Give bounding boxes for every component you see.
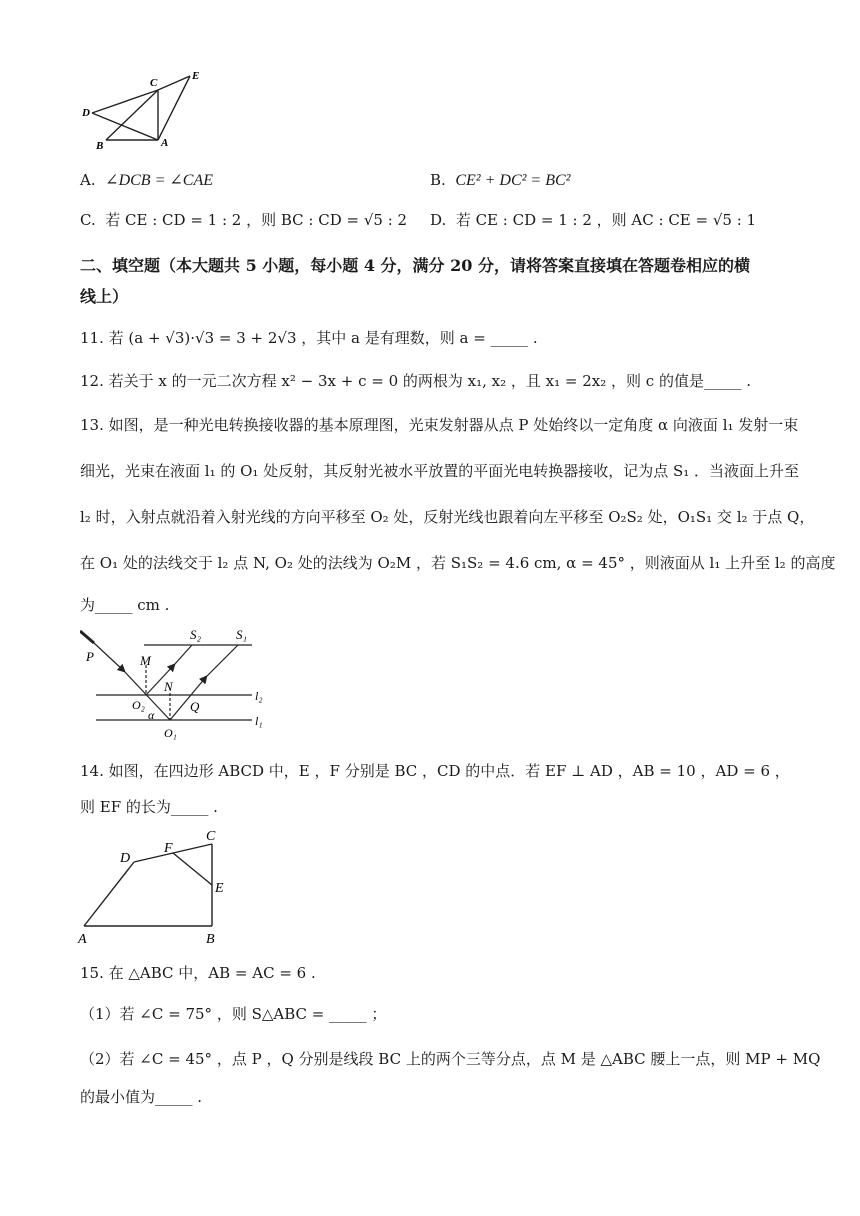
fig-q13-label-n: N bbox=[164, 679, 173, 694]
fig-q14-label-f: F bbox=[164, 841, 173, 856]
section2-heading-line2: 线上） bbox=[80, 287, 129, 306]
question-11: 11. 若 (a + √3)·√3 = 3 + 2√3 ，其中 a 是有理数，则 a = _____ . bbox=[80, 329, 538, 347]
question-14-line1: 14. 如图，在四边形 ABCD 中，E ，F 分别是 BC ，CD 的中点．若 EF ⊥ AD ，AB = 10 ，AD = 6 ， bbox=[80, 762, 790, 780]
fig-q14-label-a: A bbox=[78, 932, 87, 947]
q10-option-b: B. CE² + DC² = BC² bbox=[430, 171, 571, 189]
fig-q13-label-alpha: α bbox=[148, 708, 155, 722]
fig-q13-label-q: Q bbox=[190, 699, 200, 714]
fig-q13-label-m: M bbox=[140, 653, 151, 668]
figure-q13 bbox=[80, 625, 280, 743]
question-15-part1: （1）若 ∠C = 75° ，则 S△ABC = _____ ； bbox=[80, 1005, 387, 1023]
question-12: 12. 若关于 x 的一元二次方程 x² − 3x + c = 0 的两根为 x₁, x₂ ，且 x₁ = 2x₂ ，则 c 的值是_____ . bbox=[80, 372, 752, 390]
fig-q14-label-b: B bbox=[206, 932, 215, 947]
q10-option-d: D. 若 CE : CD = 1 : 2 ，则 AC : CE = √5 : 1 bbox=[430, 211, 757, 229]
question-13-line2: 细光，光束在液面 l₁ 的 O₁ 处反射，其反射光被水平放置的平面光电转换器接收，记为点 S₁ ．当液面上升至 bbox=[80, 462, 800, 480]
fig-q10-label-b: B bbox=[96, 140, 104, 152]
question-15-part2-line1: （2）若 ∠C = 45° ，点 P ，Q 分别是线段 BC 上的两个三等分点，点 M 是 △ABC 腰上一点，则 MP + MQ bbox=[80, 1050, 821, 1068]
question-13-line3: l₂ 时，入射点就沿着入射光线的方向平移至 O₂ 处，反射光线也跟着向左平移至 O₂S₂ 处，O₁S₁ 交 l₂ 于点 Q， bbox=[80, 508, 815, 526]
figure-q14 bbox=[76, 826, 236, 948]
fig-q10-label-a: A bbox=[161, 137, 169, 149]
question-13-line1: 13. 如图，是一种光电转换接收器的基本原理图，光束发射器从点 P 处始终以一定角度 α 向液面 l₁ 发射一束 bbox=[80, 416, 799, 434]
section2-heading-line1: 二、填空题（本大题共 5 小题，每小题 4 分，满分 20 分，请将答案直接填在答题卷相应的横 bbox=[80, 256, 750, 275]
question-14-line2: 则 EF 的长为_____ . bbox=[80, 798, 218, 816]
question-15-part2-line2: 的最小值为_____ . bbox=[80, 1088, 203, 1106]
q10-option-c: C. 若 CE : CD = 1 : 2 ，则 BC : CD = √5 : 2 bbox=[80, 211, 408, 229]
fig-q13-label-s2: S₂ bbox=[190, 627, 202, 642]
fig-q13-label-s1: S₁ bbox=[236, 627, 248, 642]
fig-q14-label-e: E bbox=[215, 881, 224, 896]
figure-q10 bbox=[80, 68, 210, 154]
fig-q13-label-p: P bbox=[86, 649, 94, 664]
fig-q10-label-e: E bbox=[192, 70, 200, 82]
fig-q14-label-d: D bbox=[120, 851, 131, 866]
fig-q13-label-o1: O₁ bbox=[164, 726, 177, 740]
fig-q13-label-l2: l₂ bbox=[255, 689, 263, 703]
question-15-line1: 15. 在 △ABC 中，AB = AC = 6 . bbox=[80, 964, 316, 982]
fig-q14-label-c: C bbox=[206, 829, 216, 844]
fig-q10-label-c: C bbox=[150, 77, 158, 89]
fig-q13-label-l1: l₁ bbox=[255, 714, 263, 728]
fig-q13-label-o2: O₂ bbox=[132, 698, 145, 712]
fig-q10-label-d: D bbox=[82, 107, 90, 119]
question-13-line4: 在 O₁ 处的法线交于 l₂ 点 N, O₂ 处的法线为 O₂M ，若 S₁S₂ = 4.6 cm, α = 45° ，则液面从 l₁ 上升至 l₂ 的高度 bbox=[80, 554, 836, 572]
question-13-line5: 为_____ cm . bbox=[80, 596, 170, 614]
q10-option-a: A. ∠DCB = ∠CAE bbox=[80, 171, 213, 189]
